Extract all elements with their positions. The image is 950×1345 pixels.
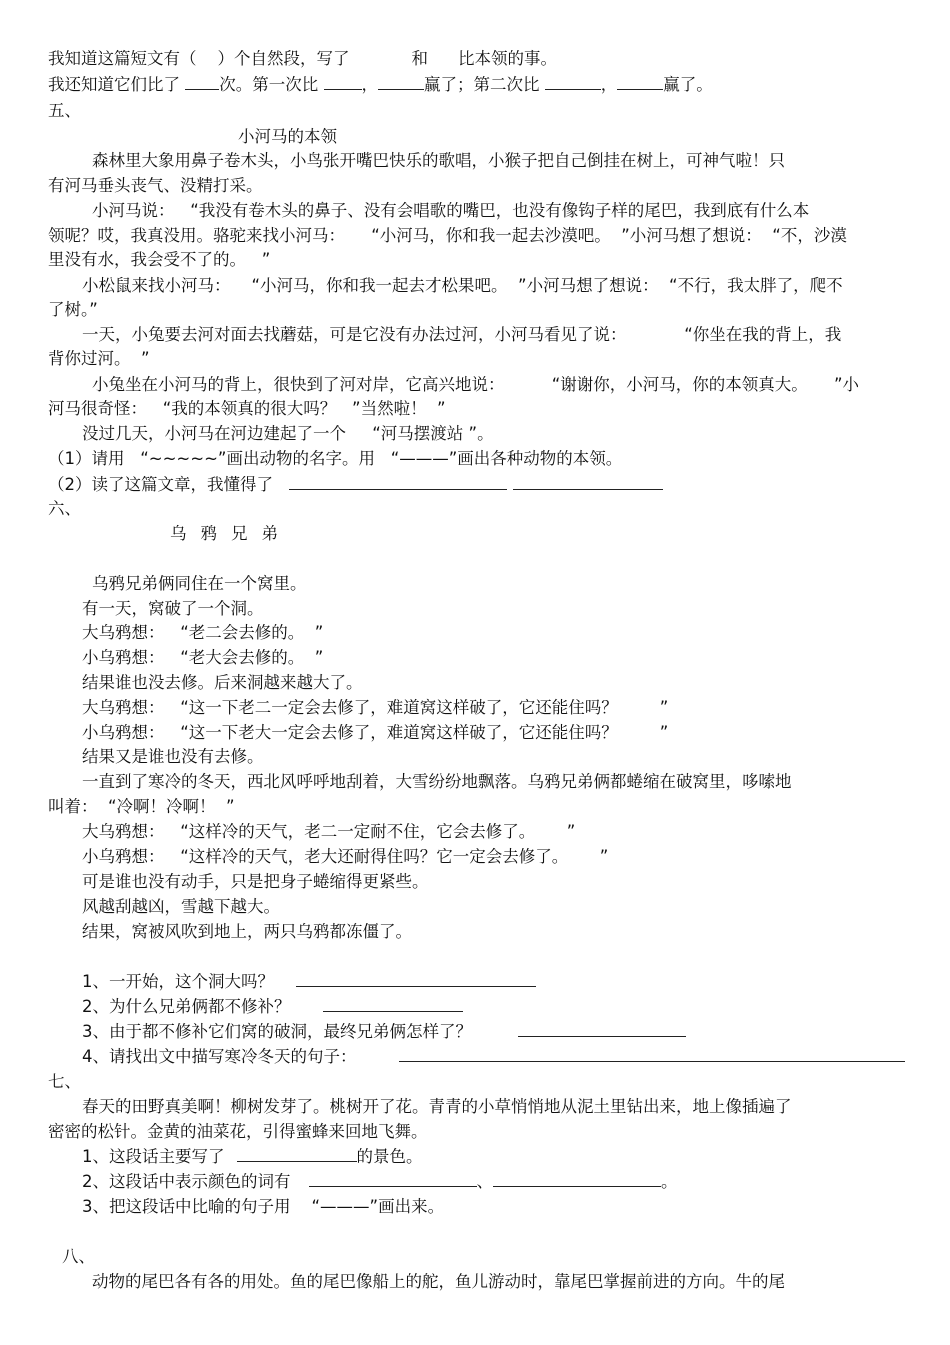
section-number-8: 八、 [62,1247,95,1266]
story-line: 小乌鸦想： “这样冷的天气，老大还耐得住吗？它一定会去修了。 ” [82,847,609,866]
answer-blank[interactable] [296,972,536,987]
paragraph-line: 一天，小兔要去河对面去找蘑菇，可是它没有办法过河，小河马看见了说： “你坐在我的背上，我 [82,325,842,344]
question-line: （1）请用 “~~~~~”画出动物的名字。用 “———”画出各种动物的本领。 [48,449,623,468]
paragraph-line: 河马很奇怪： “我的本领真的很大吗？ ”当然啦！ ” [48,399,446,418]
story-line: 可是谁也没有动手，只是把身子蜷缩得更紧些。 [82,872,429,891]
passage-title: 乌鸦兄弟 [170,524,292,543]
section-number-5: 五、 [48,101,81,120]
answer-blank[interactable] [617,75,663,90]
paragraph-line: 动物的尾巴各有各的用处。鱼的尾巴像船上的舵，鱼儿游动时，靠尾巴掌握前进的方向。牛的尾 [92,1272,785,1291]
paragraph-line: 背你过河。 ” [48,349,150,368]
story-line: 小乌鸦想： “老大会去修的。 ” [82,648,324,667]
paragraph-line: 小松鼠来找小河马： “小河马，你和我一起去才松果吧。 ”小河马想了想说： “不行，我太胖了，爬不 [82,276,843,295]
story-line: 风越刮越凶，雪越下越大。 [82,897,280,916]
paragraph-line: 小兔坐在小河马的背上，很快到了河对岸，它高兴地说： “谢谢你，小河马，你的本领真大。 ”小 [92,375,860,394]
question-line: 2、为什么兄弟俩都不修补？ [82,996,463,1018]
story-line: 大乌鸦想： “这样冷的天气，老二一定耐不住，它会去修了。 ” [82,822,576,841]
answer-blank[interactable] [323,997,463,1012]
question-line: 3、由于都不修补它们窝的破洞，最终兄弟俩怎样了？ [82,1021,686,1043]
answer-blank[interactable] [289,475,507,490]
paragraph-line: 领呢？哎，我真没用。骆驼来找小河马： “小河马，你和我一起去沙漠吧。 ”小河马想了想说： “不，沙漠 [48,226,847,245]
story-line: 小乌鸦想： “这一下老大一定会去修了，难道窝这样破了，它还能住吗？ ” [82,723,669,742]
answer-blank[interactable] [324,75,362,90]
answer-blank[interactable] [378,75,424,90]
answer-blank[interactable] [309,1172,477,1187]
answer-blank[interactable] [518,1022,686,1037]
answer-blank[interactable] [545,75,601,90]
paragraph-line: 了树。” [48,300,98,319]
question-line: 4、请找出文中描写寒冷冬天的句子： [82,1046,905,1068]
question-line: 2、这段话中表示颜色的词有 、 。 [82,1172,678,1191]
answer-blank[interactable] [513,475,663,490]
story-line: 大乌鸦想： “这一下老二一定会去修了，难道窝这样破了，它还能住吗？ ” [82,698,669,717]
story-line: 一直到了寒冷的冬天，西北风呼呼地刮着，大雪纷纷地飘落。乌鸦兄弟俩都蜷缩在破窝里，哆嗦地 [82,772,792,791]
paragraph-line: 森林里大象用鼻子卷木头，小鸟张开嘴巴快乐的歌唱，小猴子把自己倒挂在树上，可神气啦！只 [92,151,785,170]
paragraph-line: 没过几天，小河马在河边建起了一个 “河马摆渡站 ”。 [82,424,494,443]
section-number-6: 六、 [48,499,81,518]
paragraph-line: 春天的田野真美啊！柳树发芽了。桃树开了花。青青的小草悄悄地从泥土里钻出来，地上像插遍了 [82,1097,792,1116]
story-line: 大乌鸦想： “老二会去修的。 ” [82,623,324,642]
paragraph-line: 有河马垂头丧气、没精打采。 [48,176,263,195]
answer-blank[interactable] [399,1047,905,1062]
paragraph-line: 密密的松针。金黄的油菜花，引得蜜蜂来回地飞舞。 [48,1122,428,1141]
answer-blank[interactable] [237,1147,357,1162]
answer-blank[interactable] [493,1172,661,1187]
s4-line-1: 我知道这篇短文有（ ）个自然段，写了 和 比本领的事。 [48,49,557,68]
question-line: 1、这段话主要写了 的景色。 [82,1147,423,1166]
story-line: 乌鸦兄弟俩同住在一个窝里。 [92,574,307,593]
paragraph-line: 小河马说： “我没有卷木头的鼻子、没有会唱歌的嘴巴，也没有像钩子样的尾巴，我到底有什么本 [92,201,810,220]
question-line: （2）读了这篇文章，我懂得了 [48,474,663,496]
story-line: 结果，窝被风吹到地上，两只乌鸦都冻僵了。 [82,922,412,941]
answer-blank[interactable] [185,75,219,90]
story-line: 叫着： “冷啊！冷啊！ ” [48,797,235,816]
passage-title: 小河马的本领 [238,127,337,146]
paragraph-line: 里没有水，我会受不了的。 ” [48,250,271,269]
section-number-7: 七、 [48,1072,81,1091]
question-line: 3、把这段话中比喻的句子用 “———”画出来。 [82,1197,445,1216]
question-line: 1、一开始，这个洞大吗？ [82,971,536,993]
s4-line-2: 我还知道它们比了 次。第一次比 ， 赢了；第二次比 ， 赢了。 [48,75,713,94]
story-line: 结果又是谁也没有去修。 [82,747,264,766]
story-line: 结果谁也没去修。后来洞越来越大了。 [82,673,363,692]
story-line: 有一天，窝破了一个洞。 [82,599,264,618]
